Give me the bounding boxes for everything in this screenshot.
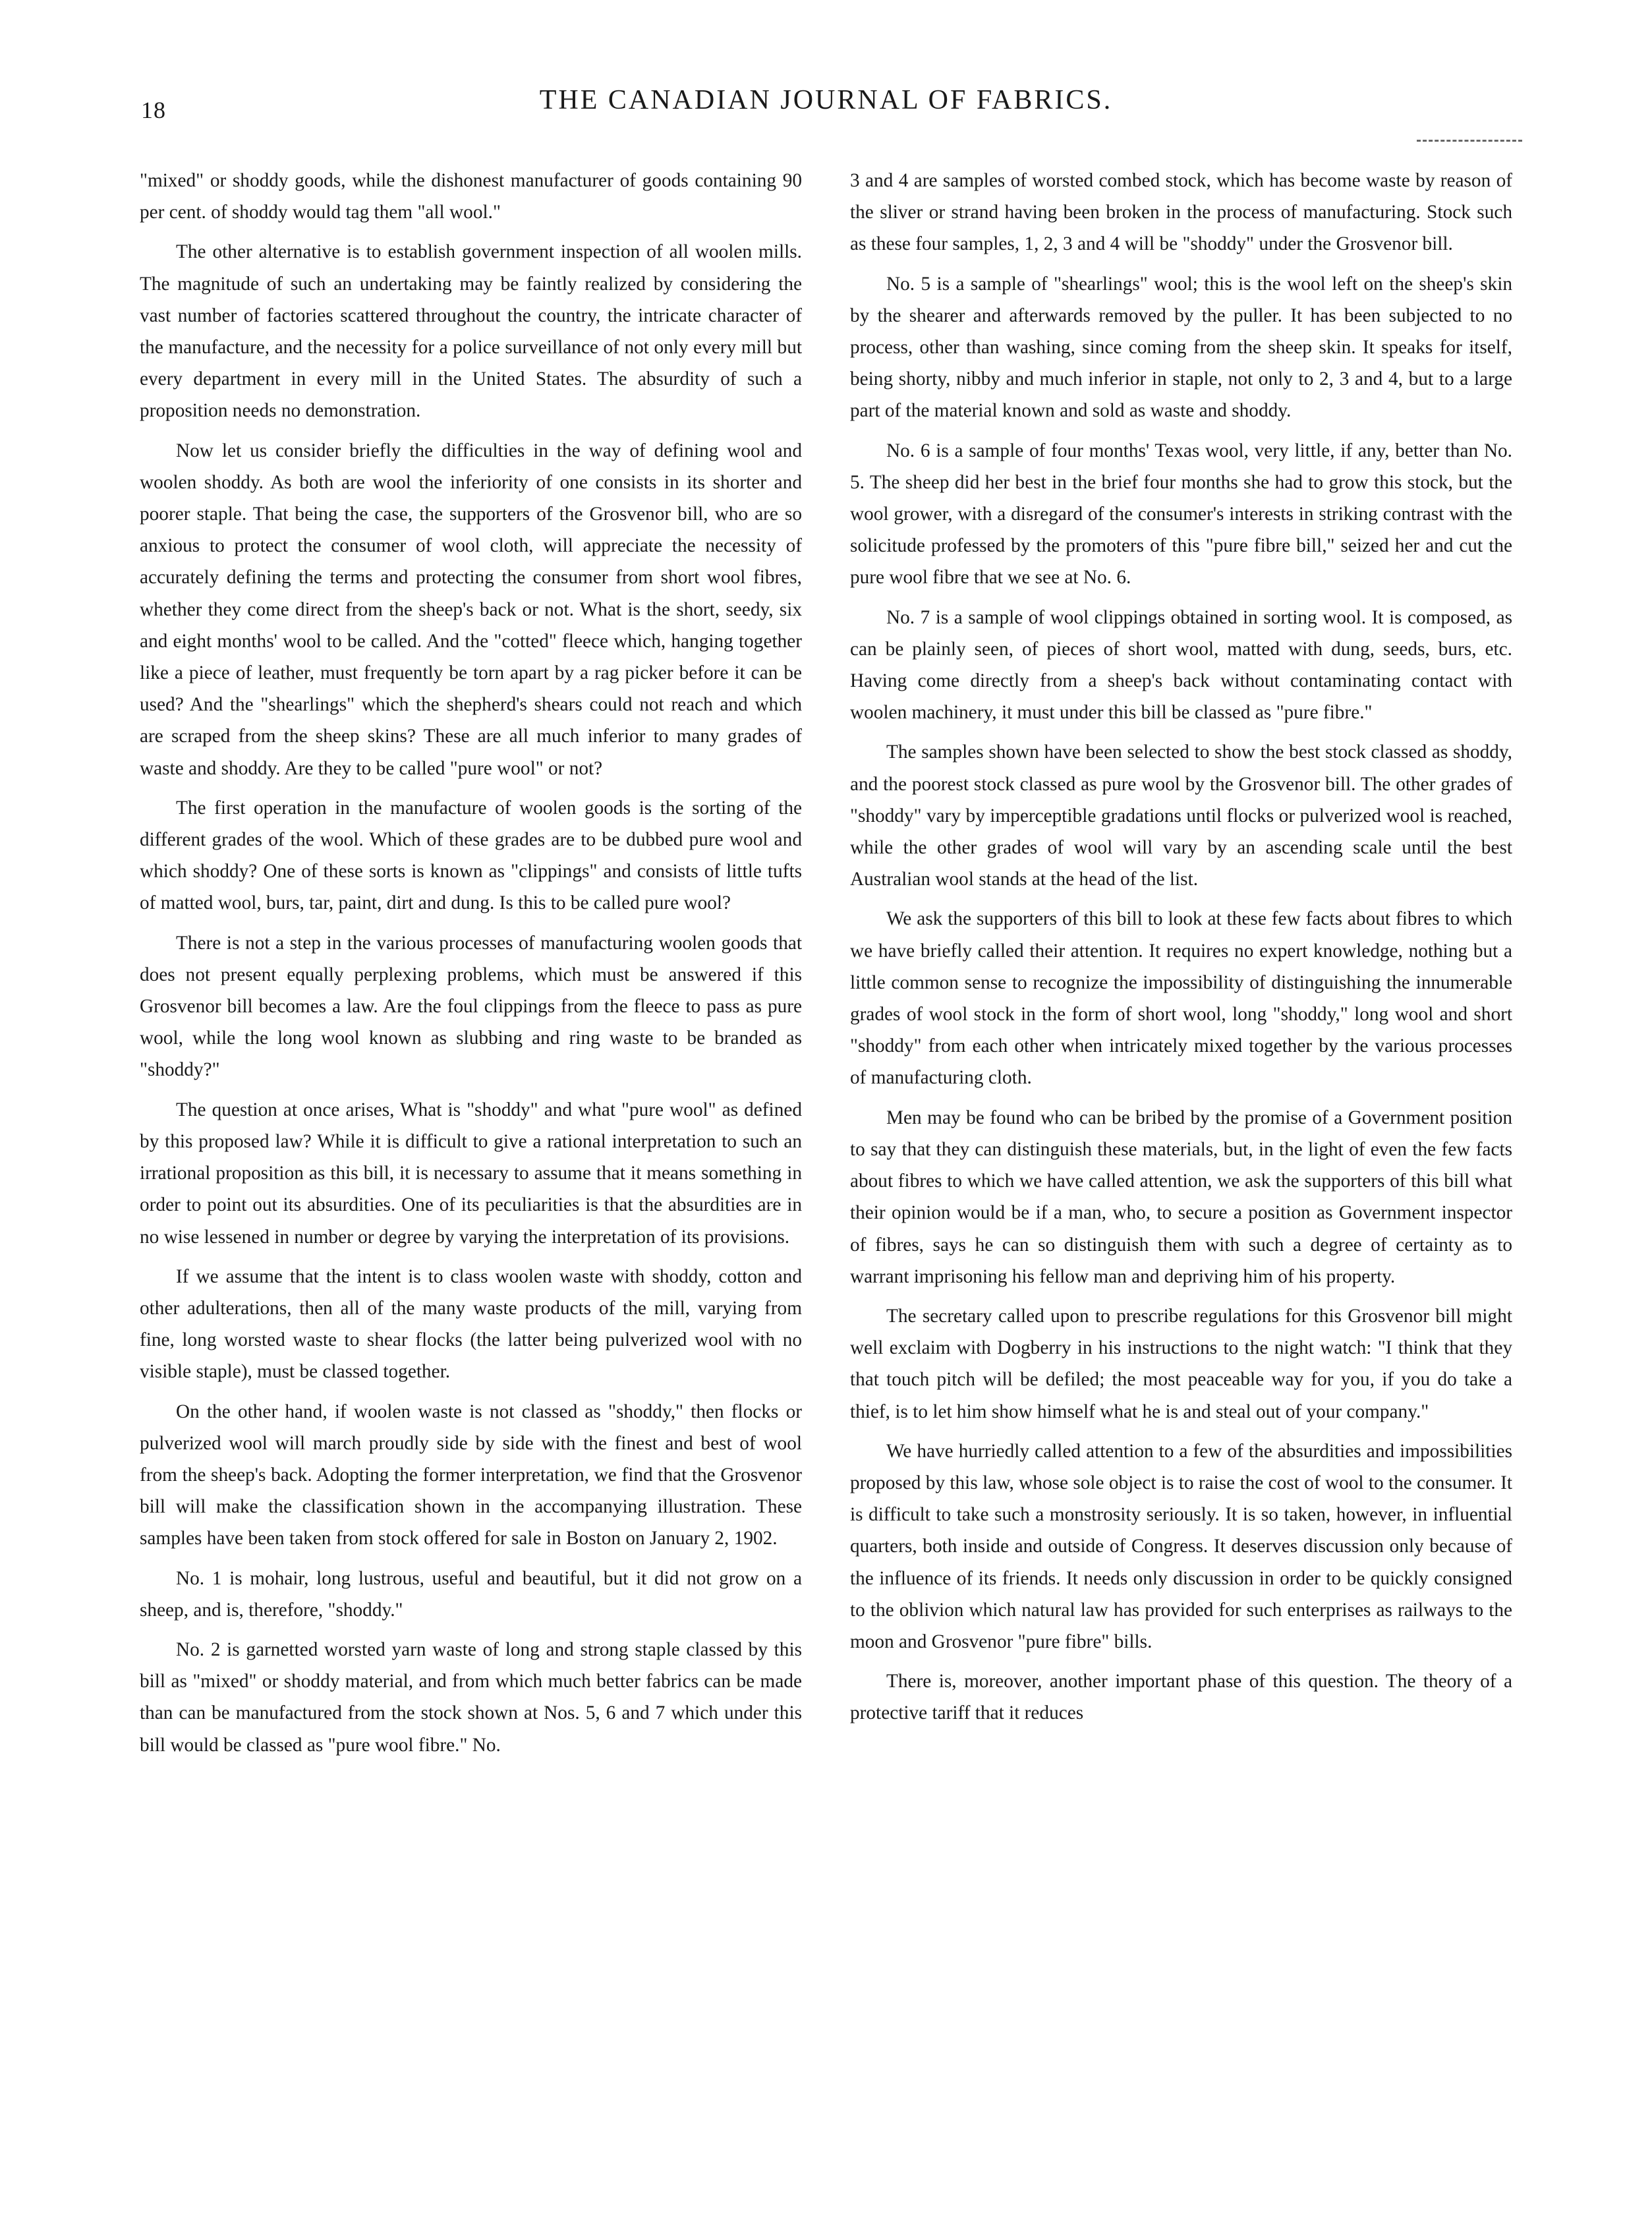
paragraph: Men may be found who can be bribed by the promise of a Government position to say that they can distinguish these materials, but, in the light of even the few facts about fibres to which we have called attention, we ask the supporters of this bill what their opinion would be if a man, who, to secure a position as Government inspector of fibres, says he can so distinguish them with such a degree of certainty as to warrant imprisoning his fellow man and depriving him of his property. — [850, 1107, 1512, 1287]
paragraph: No. 1 is mohair, long lustrous, useful and beautiful, but it did not grow on a sheep, and is, therefore, "shoddy." — [140, 1567, 802, 1621]
paragraph: No. 5 is a sample of "shearlings" wool; this is the wool left on the sheep's skin by the shearer and afterwards removed by the puller. It has been subjected to no process, other than washing, since coming from the sheep skin. It speaks for itself, being shorty, nibby and much inferior in staple, not only to 2, 3 and 4, but to a large part of the material known and sold as waste and shoddy. — [850, 273, 1512, 422]
paragraph: There is not a step in the various processes of manufacturing woolen goods that does not present equally perplexing problems, which must be answered if this Grosvenor bill becomes a law. Are the foul clippings from the fleece to pass as pure wool, while the long wool known as slubbing and ring waste to be branded as "shoddy?" — [140, 932, 802, 1081]
paragraph: No. 6 is a sample of four months' Texas wool, very little, if any, better than No. 5. The sheep did her best in the brief four months she had to grow this stock, but the wool grower, with a disregard of the consumer's interests in striking contrast with the solicitude professed by the promoters of this "pure fibre bill," seized her and cut the pure wool fibre that we see at No. 6. — [850, 440, 1512, 589]
paragraph: The first operation in the manufacture of woolen goods is the sorting of the different grades of the wool. Which of these grades are to be dubbed pure wool and which shoddy? One of these sorts is known as "clippings" and consists of little tufts of matted wool, burs, tar, paint, dirt and dung. Is this to be called pure wool? — [140, 797, 802, 914]
page-number: 18 — [141, 97, 166, 123]
header-rule — [1417, 140, 1522, 142]
paragraph: No. 7 is a sample of wool clippings obtained in sorting wool. It is composed, as can be plainly seen, of pieces of short wool, matted with dung, seeds, burs, etc. Having come directly from a sheep's back without contaminating contact with woolen machinery, it must under this bill be classed as "pure fibre." — [850, 606, 1512, 724]
paragraph: We ask the supporters of this bill to look at these few facts about fibres to which we have briefly called their attention. It requires no expert knowledge, nothing but a little common sense to recognize the impossibility of distinguishing the innumerable grades of wool stock in the form of short wool, long "shoddy," long wool and short "shoddy" from each other when intricately mixed together by the various processes of manufacturing cloth. — [850, 908, 1512, 1089]
paragraph: The samples shown have been selected to show the best stock classed as shoddy, and the poorest stock classed as pure wool by the Grosvenor bill. The other grades of "shoddy" vary by imperceptible gradations until flocks or pulverized wool is reached, while the other grades of wool will vary by an ascending scale until the best Australian wool stands at the head of the list. — [850, 741, 1512, 890]
paragraph: 3 and 4 are samples of worsted combed stock, which has become waste by reason of the sliver or strand having been broken in the process of manufacturing. Stock such as these four samples, 1, 2, 3 and 4 will be "shoddy" under the Grosvenor bill. — [850, 170, 1512, 255]
paragraph: If we assume that the intent is to class woolen waste with shoddy, cotton and other adulterations, then all of the many waste products of the mill, varying from fine, long worsted waste to shear flocks (the latter being pulverized wool with no visible staple), must be classed together. — [140, 1265, 802, 1383]
paragraph: The secretary called upon to prescribe regulations for this Grosvenor bill might well exclaim with Dogberry in his instructions to the night watch: "I think that they that touch pitch will be defiled; the most peaceable way for you, if you do take a thief, is to let him show himself what he is and steal out of your company." — [850, 1305, 1512, 1422]
paragraph: "mixed" or shoddy goods, while the dishonest manufacturer of goods containing 90 per cent. of shoddy would tag them "all wool." — [140, 170, 802, 223]
running-head: THE CANADIAN JOURNAL OF FABRICS. — [539, 85, 1113, 115]
paragraph: We have hurriedly called attention to a few of the absurdities and impossibilities proposed by this law, whose sole object is to raise the cost of wool to the consumer. It is difficult to take such a monstrosity seriously. It is so taken, however, in influential quarters, both inside and outside of Congress. It deserves discussion only because of the influence of its friends. It needs only discussion in order to be quickly consigned to the oblivion which natural law has provided for such enterprises as railways to the moon and Grosvenor "pure fibre" bills. — [850, 1440, 1512, 1652]
paragraph: Now let us consider briefly the difficulties in the way of defining wool and woolen shoddy. As both are wool the inferiority of one consists in its shorter and poorer staple. That being the case, the supporters of the Grosvenor bill, who are so anxious to protect the consumer of wool cloth, will appreciate the necessity of accurately defining the terms and protecting the consumer from short wool fibres, whether they come direct from the sheep's back or not. What is the short, seedy, six and eight months' wool to be called. And the "cotted" fleece which, hanging together like a piece of leather, must frequently be torn apart by a rag picker before it can be used? And the "shearlings" which the shepherd's shears could not reach and which are scraped from the sheep skins? These are all much inferior to many grades of waste and shoddy. Are they to be called "pure wool" or not? — [140, 440, 802, 779]
paragraph: The other alternative is to establish government inspection of all woolen mills. The magnitude of such an undertaking may be faintly realized by considering the vast number of factories scattered throughout the country, the intricate character of the manufacture, and the necessity for a police surveillance of not only every mill but every department in every mill in the United States. The absurdity of such a proposition needs no demonstration. — [140, 241, 802, 422]
right-column — [850, 165, 1512, 1729]
paragraph: The question at once arises, What is "shoddy" and what "pure wool" as defined by this proposed law? While it is difficult to give a rational interpretation to such an irrational proposition as this bill, it is necessary to assume that it means something in order to point out its absurdities. One of its peculiarities is that the absurdities are in no wise lessened in number or degree by varying the interpretation of its provisions. — [140, 1099, 802, 1248]
paragraph: On the other hand, if woolen waste is not classed as "shoddy," then flocks or pulverized wool will march proudly side by side with the finest and best of wool from the sheep's back. Adopting the former interpretation, we find that the Grosvenor bill will make the classification shown in the accompanying illustration. These samples have been taken from stock offered for sale in Boston on January 2, 1902. — [140, 1401, 802, 1549]
paragraph: No. 2 is garnetted worsted yarn waste of long and strong staple classed by this bill as "mixed" or shoddy material, and from which much better fabrics can be made than can be manufactured from the stock shown at Nos. 5, 6 and 7 which under this bill would be classed as "pure wool fibre." No. — [140, 1638, 802, 1756]
left-column — [140, 165, 802, 1761]
paragraph: There is, moreover, another important phase of this question. The theory of a protective tariff that it reduces — [850, 1671, 1512, 1724]
